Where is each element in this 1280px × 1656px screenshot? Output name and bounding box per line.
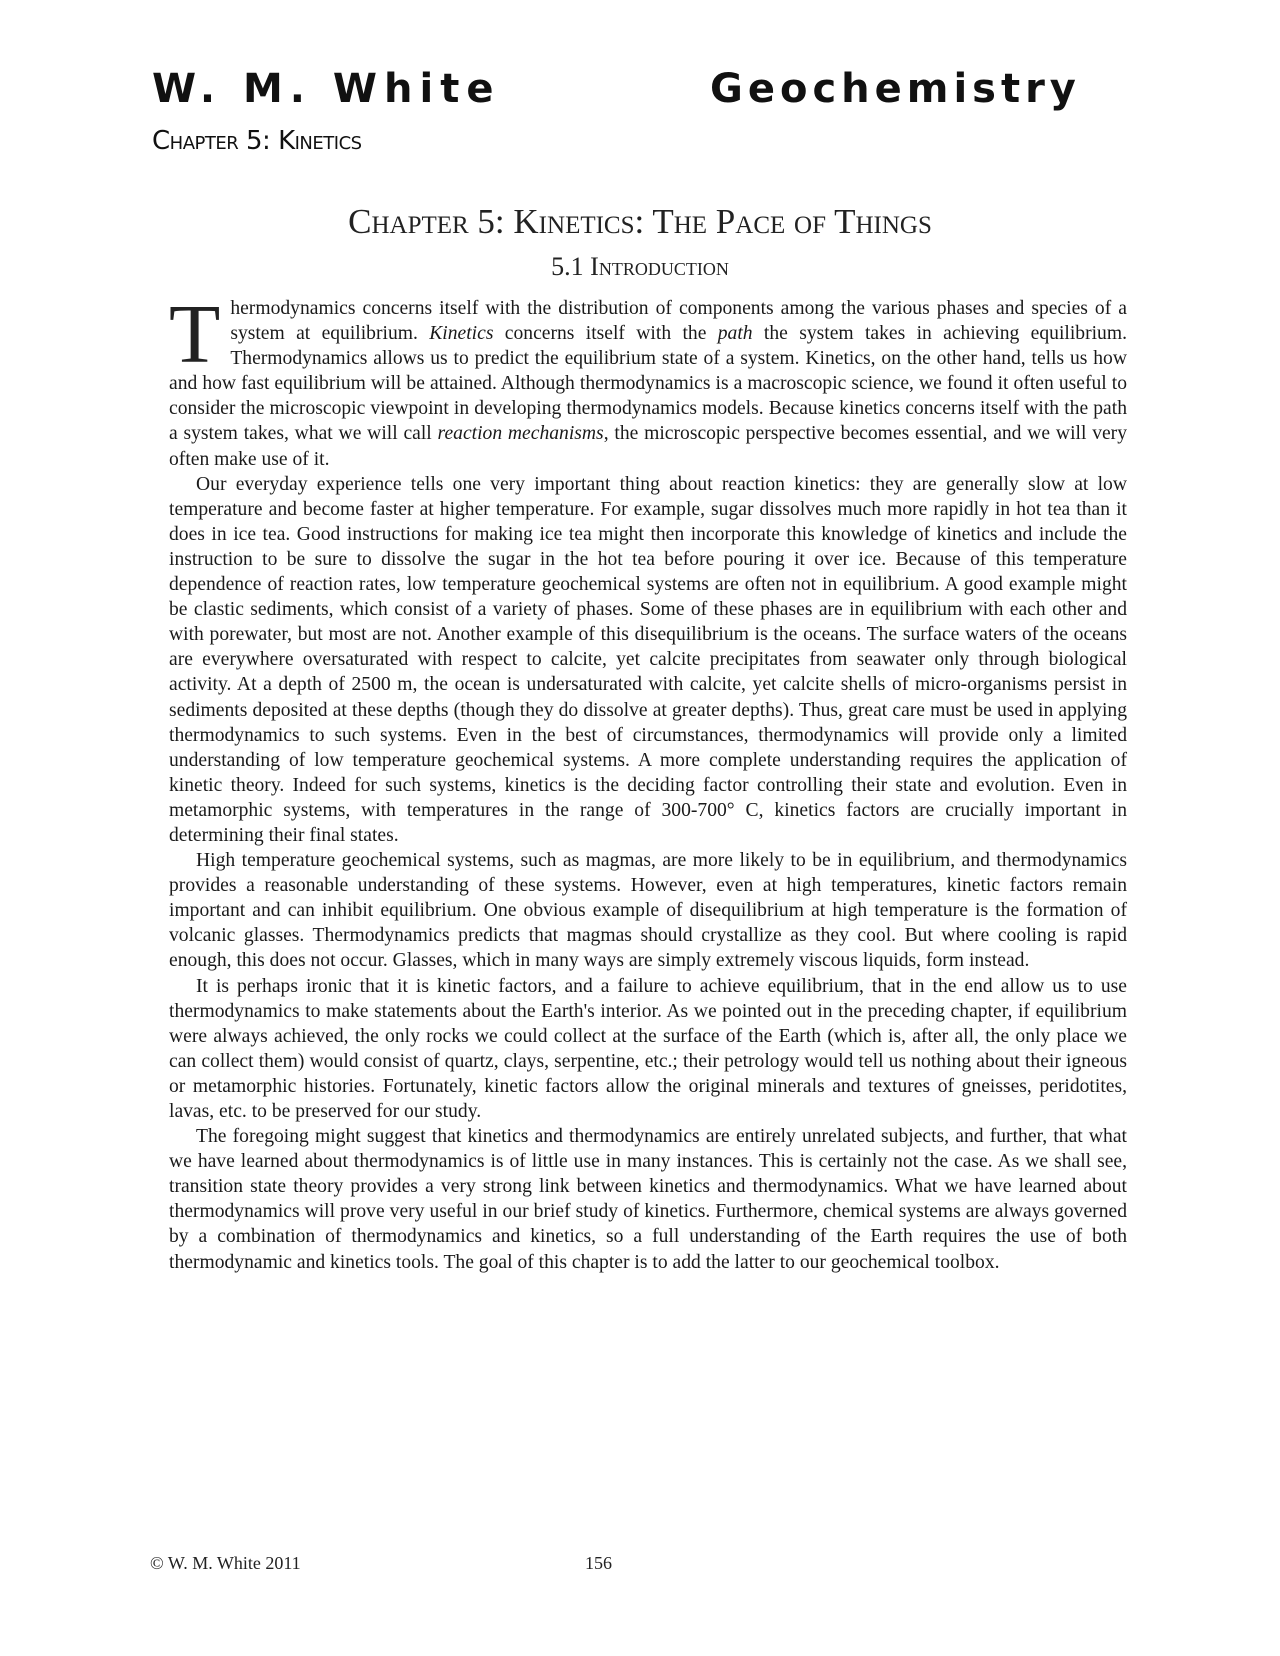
paragraph-1-text-g: , the microscopic perspective becomes essential, and we will very often make use of it.	[169, 423, 1128, 470]
header-author: W. M. White	[152, 66, 501, 112]
paragraph-1-text-e: the system takes in achieving equilibrium. Thermodynamics allows us to predict the equilibrium state of a system. Kinetics, on the other hand, tells us how and how fast equilibrium will be attained. Although thermodynamics is a macroscopic science, we found it often useful to consider the microscopic viewpoint in developing thermodynamics models. Because kinetics concerns itself with the path a system takes, what we will call	[169, 323, 1127, 445]
paragraph-5: The foregoing might suggest that kinetics and thermodynamics are entirely unrelated subjects, and further, that what we have learned about thermodynamics is of little use in many instances. This is certainly not the case. As we shall see, transition state theory provides a very strong link between kinetics and thermodynamics. What we have learned about thermodynamics will prove very useful in our brief study of kinetics. Furthermore, chemical systems are always governed by a combination of thermodynamics and kinetics, so a full understanding of the Earth requires the use of both thermodynamic and kinetics tools. The goal of this chapter is to add the latter to our geochemical toolbox.	[169, 1126, 1127, 1273]
term-reaction-mechanisms: reaction mechanisms	[437, 423, 604, 445]
paragraph-1	[169, 288, 1128, 472]
term-kinetics: Kinetics	[429, 323, 494, 345]
body-text	[169, 288, 1128, 1275]
paragraph-4: It is perhaps ironic that it is kinetic factors, and a failure to achieve equilibrium, that in the end allow us to use thermodynamics to make statements about the Earth's interior. As we pointed out in the preceding chapter, if equilibrium were always achieved, the only rocks we could collect at the surface of the Earth (which is, after all, the only place we can collect them) would consist of quartz, clays, serpentine, etc.; their petrology would tell us nothing about their igneous or metamorphic histories. Fortunately, kinetic factors allow the original minerals and textures of gneisses, peridotites, lavas, etc. to be preserved for our study.	[169, 975, 1127, 1122]
term-path: path	[717, 323, 753, 345]
footer-page-number: 156	[585, 1553, 612, 1573]
chapter-title: Chapter 5: Kinetics: The Pace of Things	[348, 202, 932, 241]
paragraph-3: High temperature geochemical systems, such as magmas, are more likely to be in equilibrium, and thermodynamics provides a reasonable understanding of these systems. However, even at high temperatures, kinetic factors remain important and can inhibit equilibrium. One obvious example of disequilibrium at high temperature is the formation of volcanic glasses. Thermodynamics predicts that magmas should crystallize as they cool. But where cooling is rapid enough, this does not occur. Glasses, which in many ways are simply extremely viscous liquids, form instead.	[169, 850, 1127, 972]
running-head: Chapter 5: Kinetics	[152, 126, 362, 156]
footer-copyright: © W. M. White 2011	[150, 1553, 301, 1573]
paragraph-1-text-c: concerns itself with the	[493, 323, 718, 345]
paragraph-2: Our everyday experience tells one very important thing about reaction kinetics: they are generally slow at low temperature and become faster at higher temperature. For example, sugar dissolves much more rapidly in hot tea than it does in ice tea. Good instructions for making ice tea might then incorporate this knowledge of kinetics and include the instruction to be sure to dissolve the sugar in the hot tea before pouring it over ice. Because of this temperature dependence of reaction rates, low temperature geochemical systems are often not in equilibrium. A good example might be clastic sediments, which consist of a variety of phases. Some of these phases are in equilibrium with each other and with porewater, but most are not. Another example of this disequilibrium is the oceans. The surface waters of the oceans are everywhere oversaturated with respect to calcite, yet calcite precipitates from seawater only through biological activity. At a depth of 2500 m, the ocean is undersaturated with calcite, yet calcite shells of micro-organisms persist in sediments deposited at these depths (though they do dissolve at greater depths). Thus, great care must be used in applying thermodynamics to such systems. Even in the best of circumstances, thermodynamics will provide only a limited understanding of low temperature geochemical systems. A more complete understanding requires the application of kinetic theory. Indeed for such systems, kinetics is the deciding factor controlling their state and evolution. Even in metamorphic systems, with temperatures in the range of 300-700° C, kinetics factors are crucially important in determining their final states.	[169, 473, 1127, 846]
paragraph-1-text-a: hermodynamics concerns itself with the distribution of components among the various phases and species of a system at equilibrium.	[230, 298, 1127, 345]
header-book-title: Geochemistry	[710, 66, 1081, 112]
section-title: 5.1 Introduction	[551, 252, 729, 281]
drop-cap: T	[169, 288, 221, 381]
